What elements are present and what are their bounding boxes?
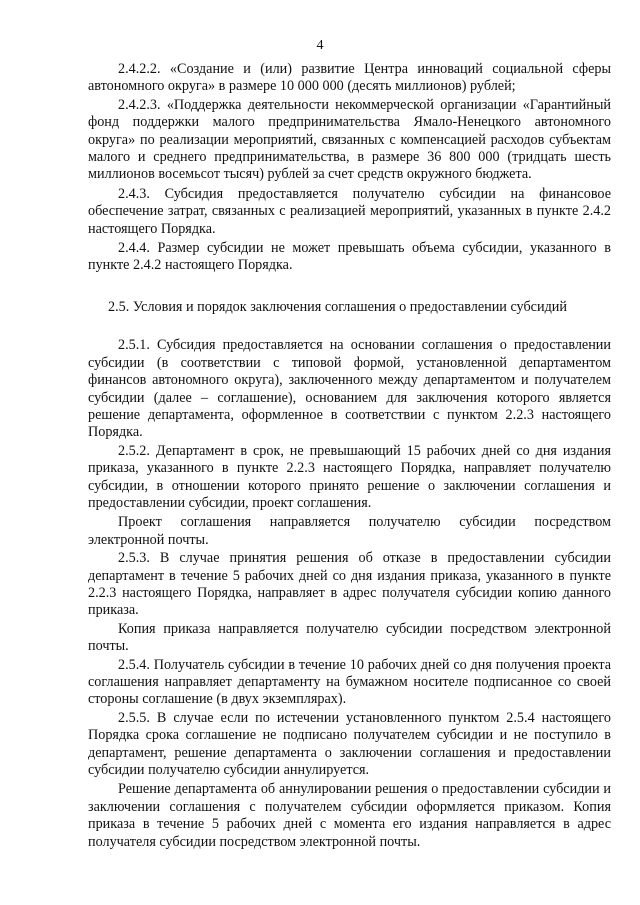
paragraph-2-5-1: 2.5.1. Субсидия предоставляется на основании соглашения о предоставлении субсидии (в соответствии с типовой формой, установленной департаментом финансов автономного округа), заключенного между департаментом и получателем субсидии (далее – соглашение), основанием для заключения которого является решение департамента, оформленное в соответствии с пунктом 2.2.3 настоящего Порядка. xyxy=(88,337,611,441)
paragraph-2-4-2-3: 2.4.2.3. «Поддержка деятельности некоммерческой организации «Гарантийный фонд поддержки малого предпринимательства Ямало-Ненецкого автономного округа» по реализации мероприятий, связанных с компенсацией расходов субъектам малого и среднего предпринимательства, в размере 36 800 000 (тридцать шесть миллионов восемьсот тысяч) рублей за счет средств окружного бюджета. xyxy=(88,96,611,183)
paragraph-2-4-2-2: 2.4.2.2. «Создание и (или) развитие Центра инноваций социальной сферы автономного округа» в размере 10 000 000 (десять миллионов) рублей; xyxy=(88,61,611,95)
paragraph-draft-agreement-email: Проект соглашения направляется получателю субсидии посредством электронной почты. xyxy=(88,514,611,548)
paragraph-annulment-decision: Решение департамента об аннулировании решения о предоставлении субсидии и заключении соглашения с получателем субсидии оформляется приказом. Копия приказа в течение 5 рабочих дней с момента его издания направляется в адрес получателя субсидии посредством электронной почты. xyxy=(88,781,611,850)
paragraph-2-5-2: 2.5.2. Департамент в срок, не превышающий 15 рабочих дней со дня издания приказа, указанного в пункте 2.2.3 настоящего Порядка, направляет получателю субсидии, в отношении которого принято решение о заключении соглашения и предоставлении субсидии, проект соглашения. xyxy=(88,442,611,511)
paragraph-2-5-4: 2.5.4. Получатель субсидии в течение 10 рабочих дней со дня получения проекта соглашения направляет департаменту на бумажном носителе подписанное со своей стороны соглашение (в двух экземплярах). xyxy=(88,656,611,708)
paragraph-2-4-3: 2.4.3. Субсидия предоставляется получателю субсидии на финансовое обеспечение затрат, связанных с реализацией мероприятий, указанных в пункте 2.4.2 настоящего Порядка. xyxy=(88,185,611,237)
paragraph-2-4-4: 2.4.4. Размер субсидии не может превышать объема субсидии, указанного в пункте 2.4.2 настоящего Порядка. xyxy=(88,240,611,274)
paragraph-order-copy-email: Копия приказа направляется получателю субсидии посредством электронной почты. xyxy=(88,620,611,655)
section-heading-2-5: 2.5. Условия и порядок заключения соглашения о предоставлении субсидий xyxy=(108,298,567,315)
paragraph-2-5-5: 2.5.5. В случае если по истечении установленного пунктом 2.5.4 настоящего Порядка срока соглашение не подписано получателем субсидии и не поступило в департамент, решение департамента о заключении соглашения и предоставлении субсидии получателю субсидии аннулируется. xyxy=(88,709,611,779)
paragraph-2-5-3: 2.5.3. В случае принятия решения об отказе в предоставлении субсидии департамент в течение 5 рабочих дней со дня издания приказа, указанного в пункте 2.2.3 настоящего Порядка, направляет в адрес получателя субсидии копию данного приказа. xyxy=(88,550,611,619)
document-body xyxy=(88,61,611,852)
page-number: 4 xyxy=(316,38,324,53)
